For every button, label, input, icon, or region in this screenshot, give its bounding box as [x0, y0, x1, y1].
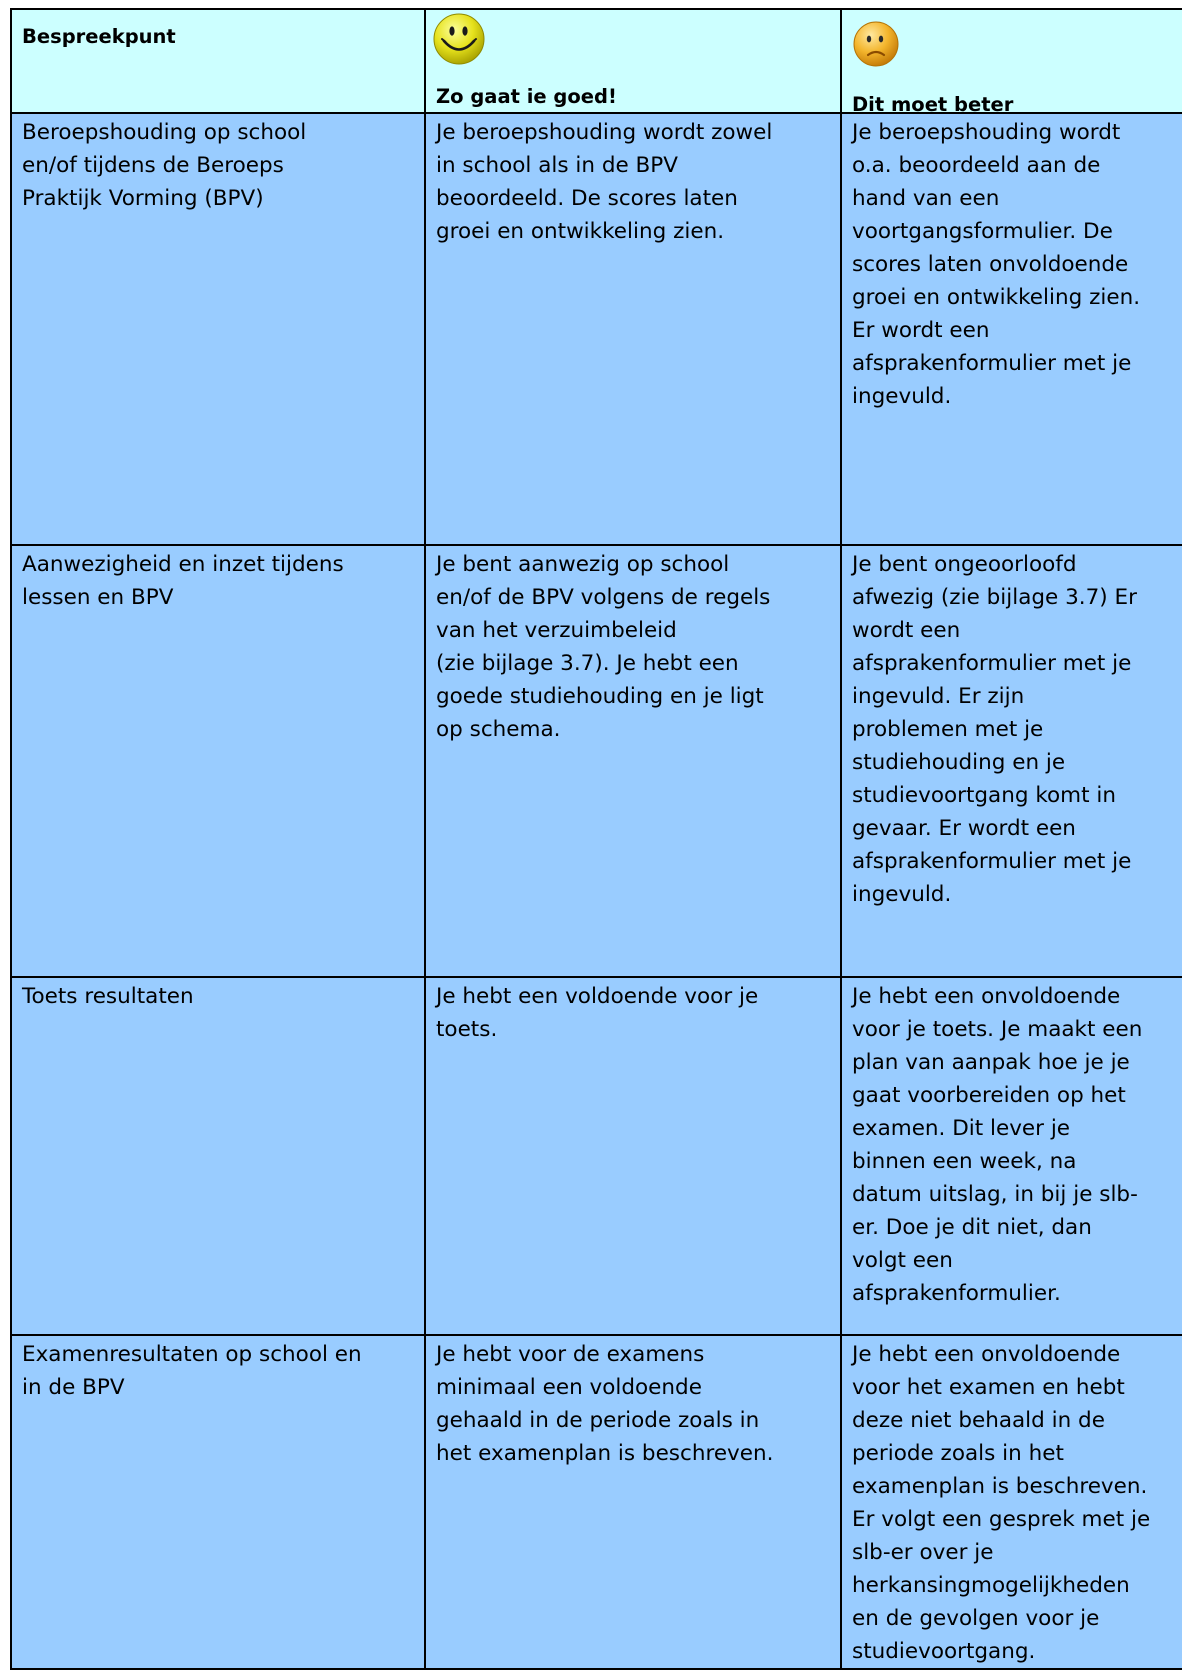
header-better-label: Dit moet beter: [852, 93, 1014, 113]
sad-face-icon: [852, 20, 900, 68]
table-header-row: [11, 9, 1182, 113]
table-row: [11, 1335, 1182, 1669]
topic-cell: Examenresultaten op school en in de BPV: [11, 1335, 425, 1669]
assessment-table: [10, 8, 1182, 1670]
table-row: [11, 113, 1182, 545]
better-cell: Je bent ongeoorloofd afwezig (zie bijlage 3.7) Er wordt een afsprakenformulier met je ingevuld. Er zijn problemen met je studiehouding en je studievoortgang komt in gevaar. Er wordt een afsprakenformulier met je ingevuld.: [841, 545, 1182, 977]
better-cell: Je hebt een onvoldoende voor het examen en hebt deze niet behaald in de periode zoals in het examenplan is beschreven. Er volgt een gesprek met je slb-er over je herkansingmogelijkheden en de gevolgen voor je studievoortgang.: [841, 1335, 1182, 1669]
good-cell: Je hebt een voldoende voor je toets.: [425, 977, 841, 1335]
header-topic-label: Bespreekpunt: [22, 25, 176, 48]
table-row: [11, 977, 1182, 1335]
header-cell-topic: [11, 9, 425, 113]
header-good-label: Zo gaat ie goed!: [436, 85, 617, 108]
header-cell-good: [425, 9, 841, 113]
better-cell: Je beroepshouding wordt o.a. beoordeeld aan de hand van een voortgangsformulier. De scores laten onvoldoende groei en ontwikkeling zien. Er wordt een afsprakenformulier met je ingevuld.: [841, 113, 1182, 545]
topic-cell: Beroepshouding op school en/of tijdens de Beroeps Praktijk Vorming (BPV): [11, 113, 425, 545]
good-cell: Je hebt voor de examens minimaal een voldoende gehaald in de periode zoals in het examenplan is beschreven.: [425, 1335, 841, 1669]
topic-cell: Aanwezigheid en inzet tijdens lessen en BPV: [11, 545, 425, 977]
happy-smiley-icon: [432, 12, 486, 66]
good-cell: Je beroepshouding wordt zowel in school als in de BPV beoordeeld. De scores laten groei en ontwikkeling zien.: [425, 113, 841, 545]
better-cell: Je hebt een onvoldoende voor je toets. Je maakt een plan van aanpak hoe je je gaat voorbereiden op het examen. Dit lever je binnen een week, na datum uitslag, in bij je slb- er. Doe je dit niet, dan volgt een afsprakenformulier.: [841, 977, 1182, 1335]
good-cell: Je bent aanwezig op school en/of de BPV volgens de regels van het verzuimbeleid (zie bijlage 3.7). Je hebt een goede studiehouding en je ligt op schema.: [425, 545, 841, 977]
assessment-table-container: [10, 8, 1182, 1670]
table-row: [11, 545, 1182, 977]
header-cell-better: [841, 9, 1182, 113]
topic-cell: Toets resultaten: [11, 977, 425, 1335]
